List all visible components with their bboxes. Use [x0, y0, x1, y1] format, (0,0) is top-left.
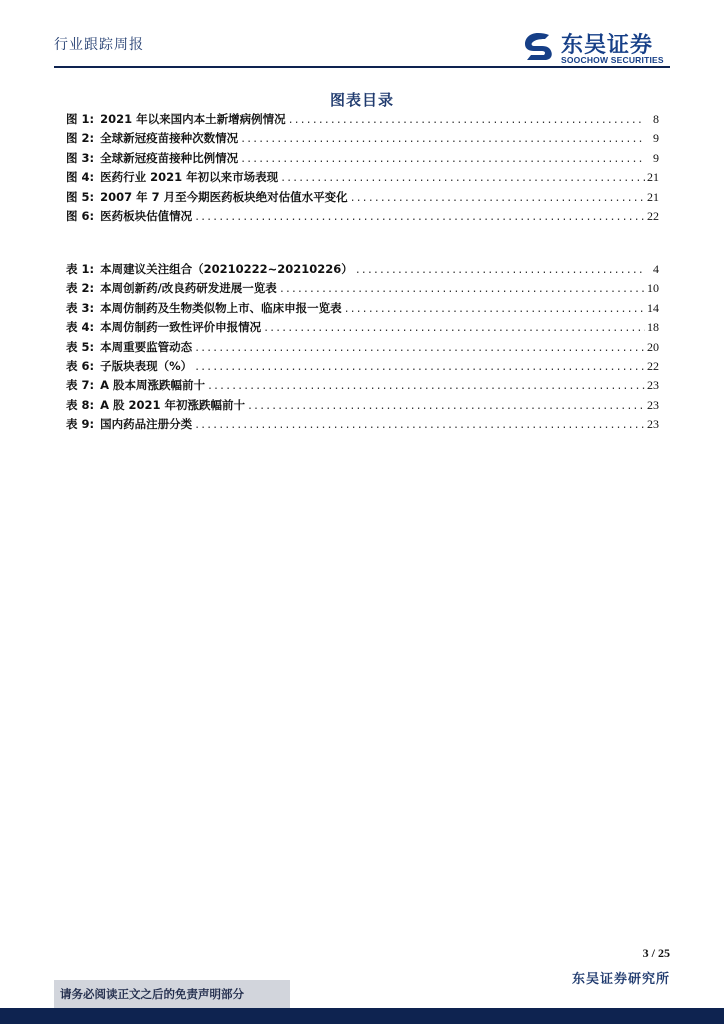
toc-label: 表 3: — [66, 300, 95, 315]
toc-page: 4 — [653, 262, 659, 276]
toc-label: 表 4: — [66, 320, 95, 335]
dot-leader — [280, 173, 645, 184]
toc-page: 23 — [647, 378, 659, 393]
disclaimer-text: 请务必阅读正文之后的免责声明部分 — [60, 987, 244, 1001]
toc-page: 14 — [647, 300, 659, 315]
toc-title: 全球新冠疫苗接种比例情况 — [100, 150, 239, 165]
toc-page: 22 — [647, 208, 659, 223]
toc-entry-table-6[interactable] — [66, 358, 659, 377]
toc-entry-table-7[interactable] — [66, 377, 659, 396]
toc-label: 表 2: — [66, 281, 95, 296]
toc-page: 9 — [653, 150, 659, 165]
toc-entry-figure-1[interactable] — [66, 111, 659, 130]
logo-chinese-name: 东吴证券 — [561, 33, 654, 58]
toc-page: 18 — [647, 320, 659, 335]
dot-leader — [279, 284, 645, 295]
toc-page: 10 — [647, 281, 659, 296]
toc-page: 21 — [647, 170, 659, 185]
toc-entry-figure-6[interactable] — [66, 208, 659, 227]
toc-label: 表 8: — [66, 397, 95, 412]
toc-title: 2021 年以来国内本土新增病例情况 — [100, 112, 286, 126]
toc-title: A 股本周涨跌幅前十 — [100, 378, 206, 393]
toc-page: 20 — [647, 339, 659, 354]
toc-label: 表 9: — [66, 417, 95, 432]
toc-title: 医药行业 2021 年初以来市场表现 — [100, 170, 279, 185]
figure-list — [66, 111, 659, 227]
toc-title: 本周仿制药及生物类似物上市、临床申报一览表 — [100, 300, 342, 315]
table-list — [66, 261, 659, 436]
toc-title: 本周仿制药一致性评价申报情况 — [100, 320, 262, 335]
toc-entry-table-5[interactable] — [66, 339, 659, 358]
toc-entry-figure-4[interactable] — [66, 169, 659, 188]
footer-band — [0, 980, 724, 1024]
report-type-label: 行业跟踪周报 — [54, 37, 144, 53]
dot-leader — [288, 115, 645, 126]
dot-leader — [194, 362, 645, 373]
dot-leader — [194, 212, 645, 223]
dot-leader — [240, 154, 645, 165]
toc-entry-table-1[interactable] — [66, 261, 659, 280]
toc-title: 全球新冠疫苗接种次数情况 — [100, 131, 239, 146]
page-title: 图表目录 — [329, 91, 394, 109]
toc-entry-figure-2[interactable] — [66, 130, 659, 149]
toc-page: 23 — [647, 397, 659, 412]
research-institute-name: 东吴证券研究所 — [571, 972, 670, 987]
dot-leader — [355, 265, 645, 276]
toc-title: 本周重要监管动态 — [100, 339, 193, 354]
header-divider — [54, 66, 670, 68]
company-logo — [521, 28, 671, 68]
toc-entry-figure-5[interactable] — [66, 189, 659, 208]
toc-label: 图 2: — [66, 131, 95, 146]
toc-page: 23 — [647, 417, 659, 432]
toc-label: 表 7: — [66, 378, 95, 393]
toc-label: 表 5: — [66, 339, 95, 354]
toc-label: 图 3: — [66, 150, 95, 165]
toc-label: 图 6: — [66, 208, 95, 223]
toc-page: 22 — [647, 358, 659, 373]
toc-entry-figure-3[interactable] — [66, 150, 659, 169]
logo-english-name: SOOCHOW SECURITIES — [561, 55, 664, 65]
toc-title: 本周创新药/改良药研发进展一览表 — [100, 281, 277, 296]
page-number: 3 / 25 — [642, 946, 670, 960]
dot-leader — [194, 420, 645, 431]
toc-title: 2007 年 7 月至今期医药板块绝对估值水平变化 — [100, 189, 348, 204]
dot-leader — [207, 381, 645, 392]
toc-label: 表 1: — [66, 262, 95, 276]
dot-leader — [350, 193, 645, 204]
toc-label: 图 5: — [66, 189, 95, 204]
toc-title: 子版块表现（%） — [100, 358, 193, 373]
disclaimer-box — [54, 980, 290, 1008]
toc-entry-table-3[interactable] — [66, 300, 659, 319]
dot-leader — [247, 401, 645, 412]
toc-label: 图 4: — [66, 170, 95, 185]
toc-entry-table-8[interactable] — [66, 397, 659, 416]
toc-page: 9 — [653, 131, 659, 146]
soochow-logo-icon — [521, 30, 555, 64]
toc-label: 图 1: — [66, 112, 95, 126]
toc-entry-table-4[interactable] — [66, 319, 659, 338]
toc-page: 8 — [653, 112, 659, 126]
dot-leader — [240, 134, 645, 145]
dot-leader — [194, 343, 645, 354]
toc-title: 国内药品注册分类 — [100, 417, 193, 432]
toc-title: 本周建议关注组合（20210222~20210226） — [100, 262, 353, 276]
toc-page: 21 — [647, 189, 659, 204]
toc-entry-table-9[interactable] — [66, 416, 659, 435]
toc-title: A 股 2021 年初涨跌幅前十 — [100, 397, 246, 412]
toc-entry-table-2[interactable] — [66, 280, 659, 299]
footer-bar — [0, 1008, 724, 1024]
toc-title: 医药板块估值情况 — [100, 208, 193, 223]
dot-leader — [344, 304, 645, 315]
dot-leader — [263, 323, 645, 334]
toc-label: 表 6: — [66, 358, 95, 373]
